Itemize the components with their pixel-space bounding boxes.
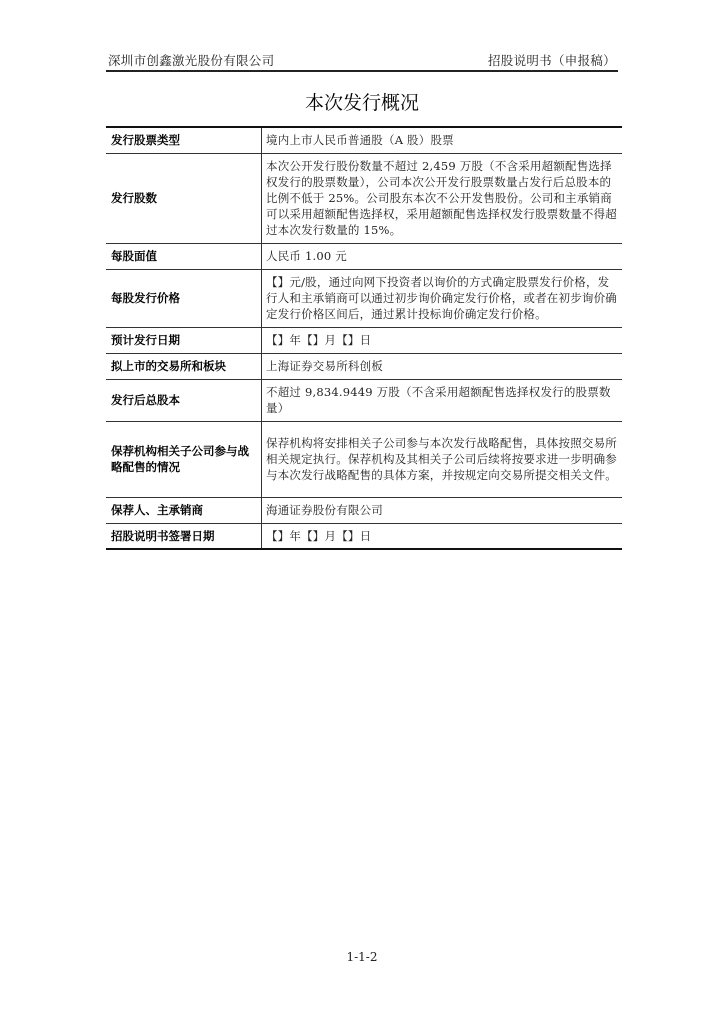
table-row	[106, 353, 622, 379]
row-label-issue-date: 预计发行日期	[106, 327, 262, 353]
company-name: 深圳市创鑫激光股份有限公司	[108, 53, 275, 68]
row-label-share-count: 发行股数	[106, 153, 262, 243]
row-label-signing-date: 招股说明书签署日期	[106, 523, 262, 549]
table-row	[106, 153, 622, 243]
table-row	[106, 497, 622, 523]
row-label-underwriter: 保荐人、主承销商	[106, 497, 262, 523]
row-value-issue-date: 【】年【】月【】日	[262, 327, 623, 353]
table-row	[106, 327, 622, 353]
row-value-total-shares: 不超过 9,834.9449 万股（不含采用超额配售选择权发行的股票数量）	[262, 379, 623, 421]
table-row	[106, 243, 622, 269]
table-row	[106, 379, 622, 421]
table-row	[106, 269, 622, 327]
row-value-share-count: 本次公开发行股份数量不超过 2,459 万股（不含采用超额配售选择权发行的股票数量），公司本次公开发行股票数量占发行后总股本的比例不低于 25%。公司股东本次不公开发售股份。公司和主承销商可以采用超额配售选择权，采用超额配售选择权发行股票数量不得超过本次发行数量的 15%。	[262, 153, 623, 243]
row-value-strategic-placement: 保荐机构将安排相关子公司参与本次发行战略配售，具体按照交易所相关规定执行。保荐机构及其相关子公司后续将按要求进一步明确参与本次发行战略配售的具体方案，并按规定向交易所提交相关文件。	[262, 421, 623, 497]
row-label-total-shares: 发行后总股本	[106, 379, 262, 421]
offering-summary-table	[106, 126, 622, 550]
row-value-exchange: 上海证券交易所科创板	[262, 353, 623, 379]
row-label-strategic-placement: 保荐机构相关子公司参与战略配售的情况	[106, 421, 262, 497]
row-label-exchange: 拟上市的交易所和板块	[106, 353, 262, 379]
table-row	[106, 523, 622, 549]
page-number: 1-1-2	[346, 950, 378, 964]
row-label-par-value: 每股面值	[106, 243, 262, 269]
row-value-underwriter: 海通证券股份有限公司	[262, 497, 623, 523]
row-value-stock-type: 境内上市人民币普通股（A 股）股票	[262, 127, 623, 153]
row-label-stock-type: 发行股票类型	[106, 127, 262, 153]
row-label-issue-price: 每股发行价格	[106, 269, 262, 327]
table-row	[106, 421, 622, 497]
page-header	[106, 48, 618, 72]
row-value-par-value: 人民币 1.00 元	[262, 243, 623, 269]
page-title: 本次发行概况	[304, 92, 419, 114]
row-value-issue-price: 【】元/股，通过向网下投资者以询价的方式确定股票发行价格，发行人和主承销商可以通过初步询价确定发行价格，或者在初步询价确定发行价格区间后，通过累计投标询价确定发行价格。	[262, 269, 623, 327]
row-value-signing-date: 【】年【】月【】日	[262, 523, 623, 549]
table-row	[106, 127, 622, 153]
document-type: 招股说明书（申报稿）	[487, 53, 616, 68]
